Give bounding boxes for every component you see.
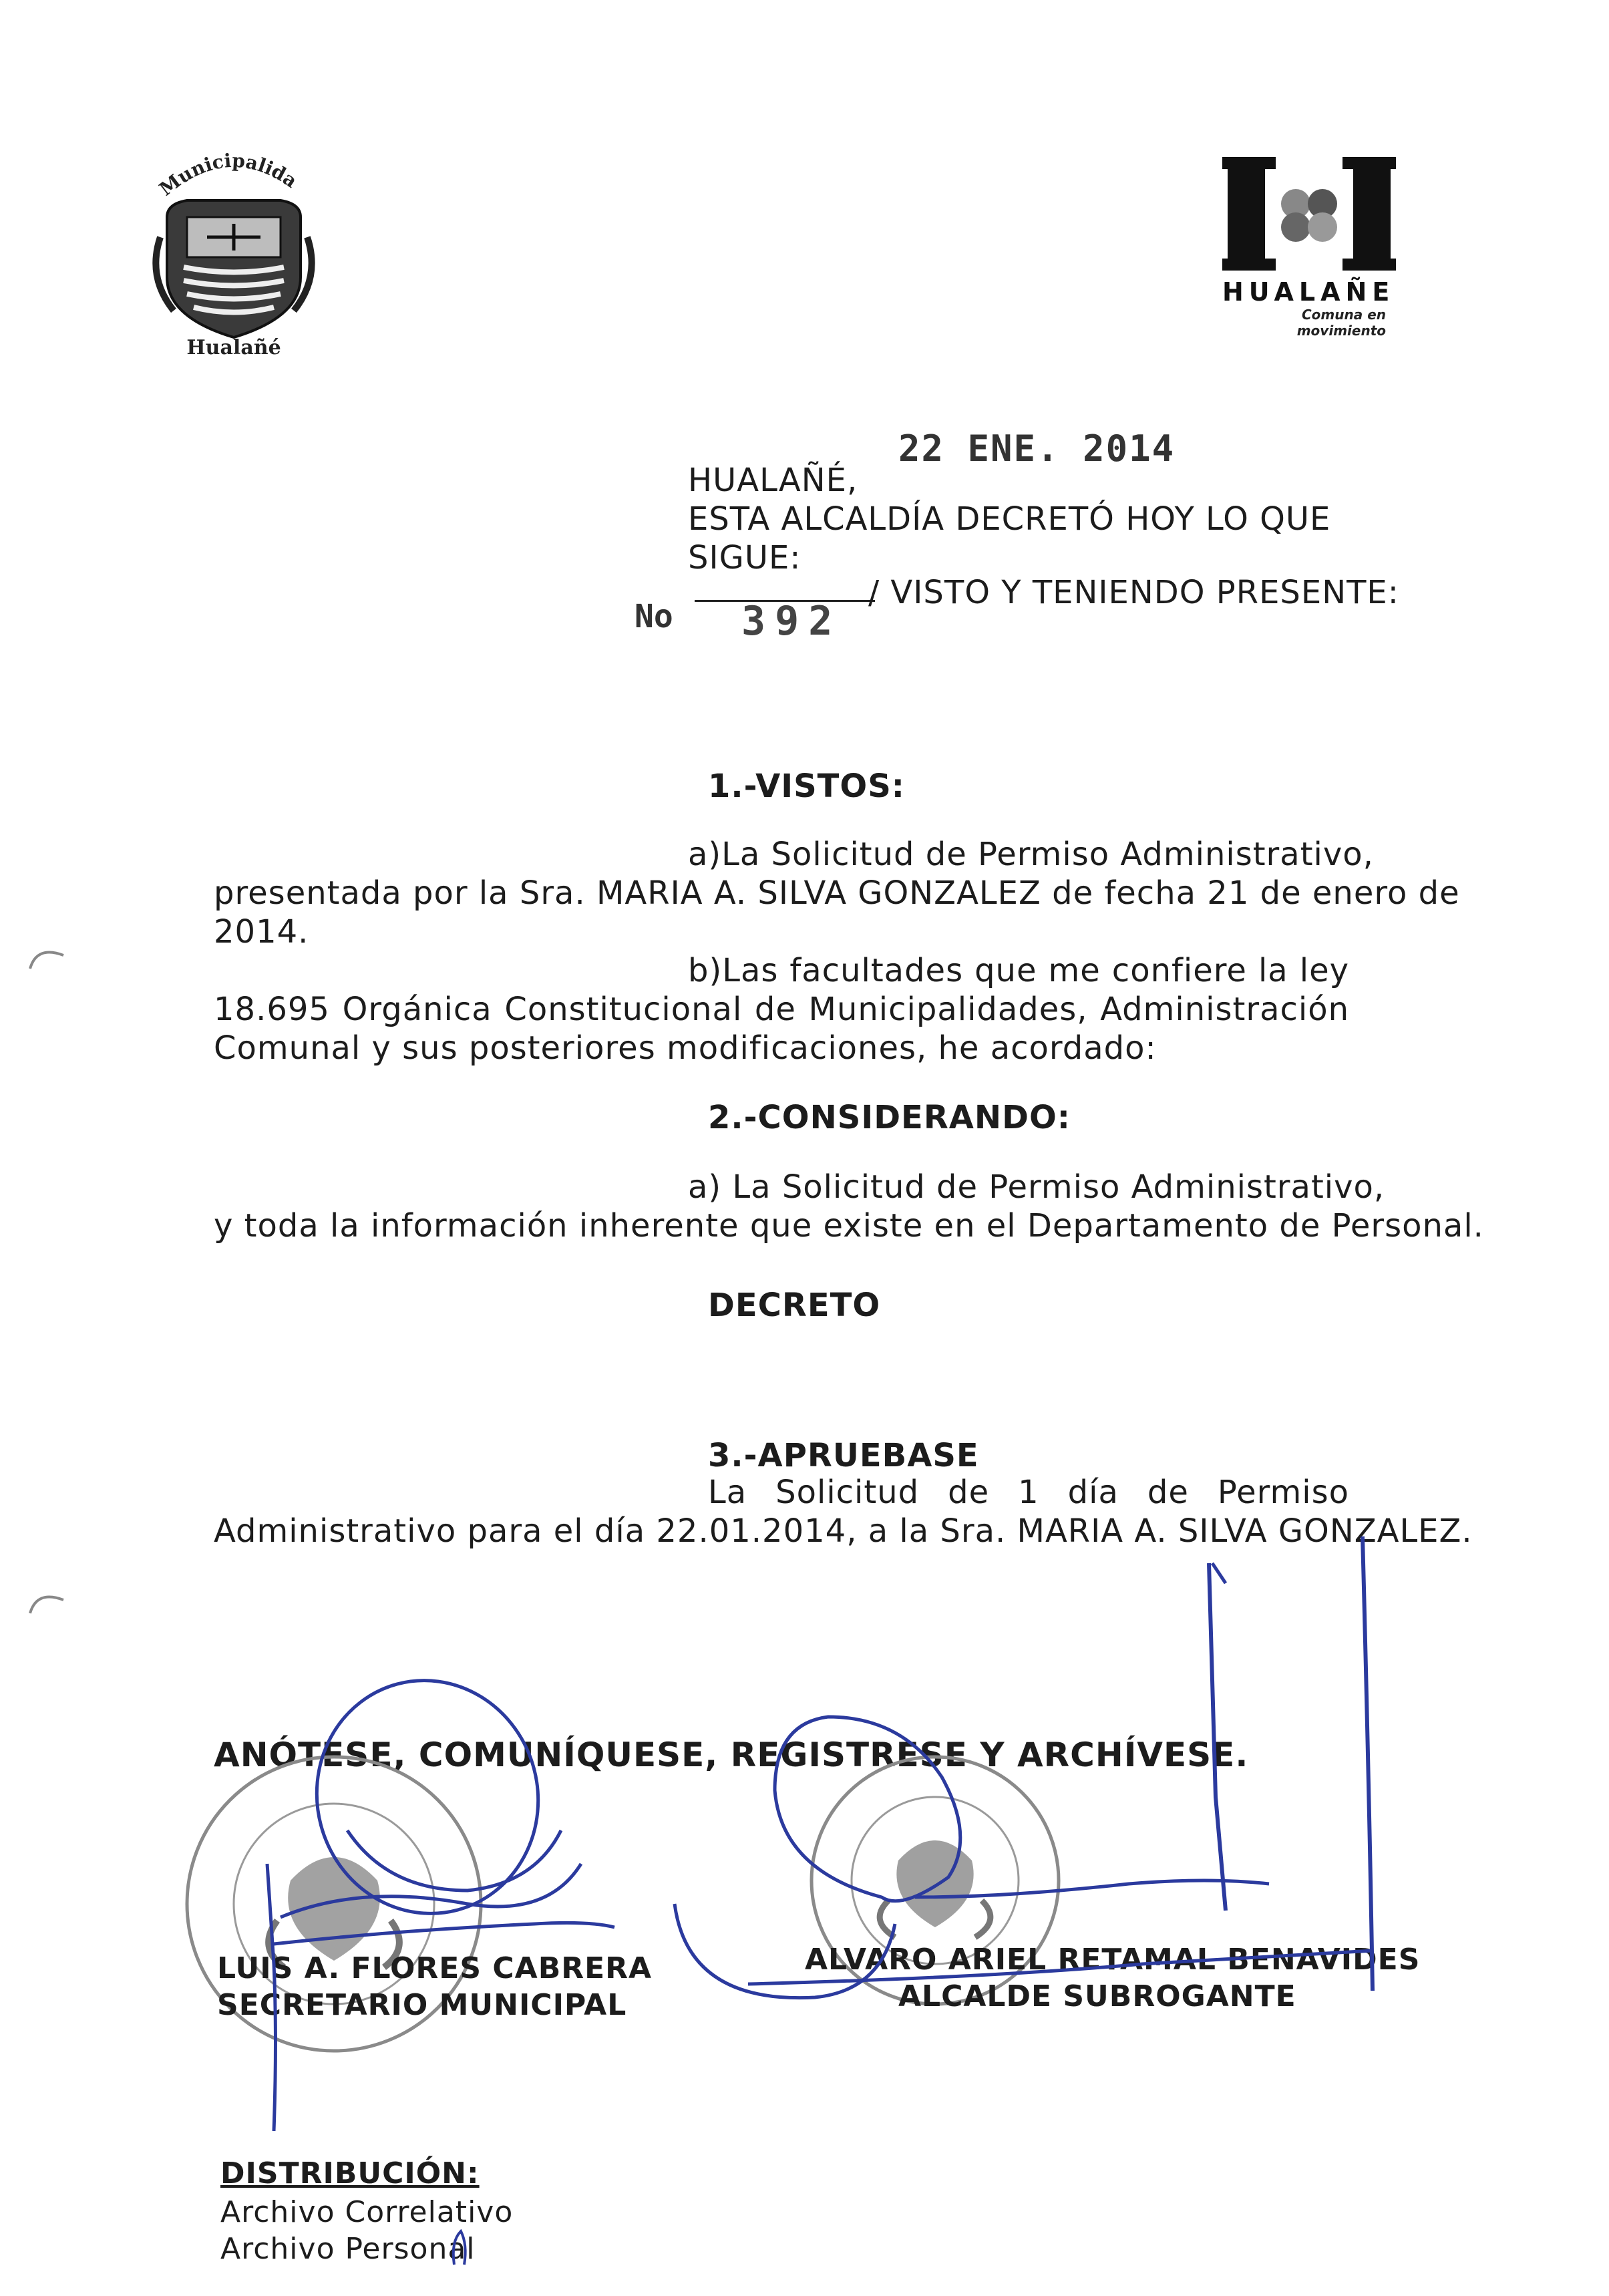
intro-line-1: HUALAÑÉ, — [688, 462, 858, 499]
section-3-line-2: Administrativo para el día 22.01.2014, a la Sra. MARIA A. SILVA GONZALEZ. — [214, 1512, 1473, 1550]
h-logo-mark — [1222, 157, 1396, 271]
logo-name: HUALAÑE — [1222, 277, 1395, 307]
logo-slogan: Comuna en movimiento — [1296, 307, 1386, 339]
signatory-2-title: ALCALDE SUBROGANTE — [898, 1979, 1296, 2013]
section-1a-line-2: presentada por la Sra. MARIA A. SILVA GONZALEZ de fecha 21 de enero de — [214, 874, 1460, 912]
crest-bottom-text: Hualañé — [186, 336, 281, 359]
punch-hole-mark — [23, 935, 77, 989]
svg-text:Municipalidad: Municipalidad — [140, 126, 301, 200]
section-1b-line-2: 18.695 Orgánica Constitucional de Municipalidades, Administración — [214, 991, 1349, 1028]
closing-statement: ANÓTESE, COMUNÍQUESE, REGISTRESE Y ARCHÍVESE. — [214, 1736, 1249, 1774]
intro-line-2: ESTA ALCALDÍA DECRETÓ HOY LO QUE — [688, 500, 1331, 538]
decree-number-prefix: No — [635, 598, 673, 635]
section-1a-line-3: 2014. — [214, 913, 309, 951]
municipal-crest — [140, 126, 321, 364]
section-2a-line-2: y toda la información inherente que existe en el Departamento de Personal. — [214, 1207, 1484, 1245]
distribution-item: Archivo Personal — [220, 2232, 476, 2266]
distribution-item: Archivo Correlativo — [220, 2195, 514, 2229]
section-2-heading: 2.-CONSIDERANDO: — [708, 1099, 1071, 1136]
intro-line-3: SIGUE: — [688, 539, 801, 577]
distribution-heading: DISTRIBUCIÓN: — [220, 2156, 480, 2190]
date-stamp: 22 ENE. 2014 — [898, 428, 1176, 470]
secretary-signature — [187, 1663, 655, 2144]
section-1a-line-1: a)La Solicitud de Permiso Administrativo, — [688, 836, 1374, 873]
hualane-logo — [1222, 157, 1396, 339]
section-3-heading: 3.-APRUEBASE — [708, 1437, 979, 1474]
section-1-heading: 1.-VISTOS: — [708, 768, 905, 805]
decreto-heading: DECRETO — [708, 1287, 881, 1324]
signatory-1-name: LUIS A. FLORES CABRERA — [217, 1951, 653, 1985]
signatory-2-name: ALVARO ARIEL RETAMAL BENAVIDES — [805, 1943, 1421, 1977]
section-2a-line-1: a) La Solicitud de Permiso Administrativo, — [688, 1168, 1385, 1206]
visto-text: / VISTO Y TENIENDO PRESENTE: — [868, 574, 1399, 611]
decree-number: 392 — [741, 598, 842, 645]
signatory-1-title: SECRETARIO MUNICIPAL — [217, 1988, 627, 2022]
section-1b-line-3: Comunal y sus posteriores modificaciones, he acordado: — [214, 1029, 1157, 1067]
section-3-line-1: La Solicitud de 1 día de Permiso — [708, 1474, 1349, 1511]
mayor-signature — [661, 1523, 1316, 2004]
punch-hole-mark — [23, 1580, 77, 1633]
decree-number-underline — [695, 600, 875, 602]
distribution-ink-mark — [448, 2228, 474, 2268]
section-1b-line-1: b)Las facultades que me confiere la ley — [688, 952, 1349, 989]
